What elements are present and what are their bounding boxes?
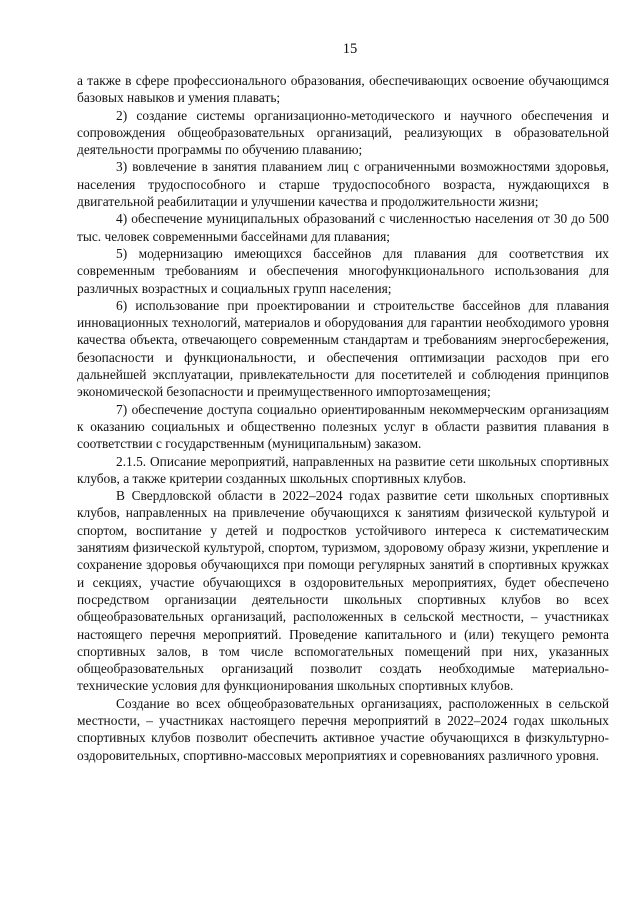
paragraph: 3) вовлечение в занятия плаванием лиц с ограниченными возможностями здоровья, населения трудоспособного и старше трудоспособного возраста, нуждающихся в двигательной реабилитации и улучшении качества и продолжительности жизни; — [77, 159, 609, 210]
paragraph: а также в сфере профессионального образования, обеспечивающих освоение обучающимся базовых навыков и умения плавать; — [77, 73, 609, 106]
paragraph: 2.1.5. Описание мероприятий, направленных на развитие сети школьных спортивных клубов, а также критерии созданных школьных спортивных клубов. — [77, 453, 609, 486]
document-body — [77, 72, 609, 764]
paragraph: Создание во всех общеобразовательных организациях, расположенных в сельской местности, – участниках настоящего перечня мероприятий в 2022–2024 годах школьных спортивных клубов позволит обеспечить активное участие обучающихся в физкультурно-оздоровительных, спортивно-массовых мероприятиях и соревнованиях различного уровня. — [77, 695, 609, 763]
paragraph: 2) создание системы организационно-методического и научного обеспечения и сопровождения общеобразовательных организаций, реализующих в образовательной деятельности программы по обучению плаванию; — [77, 107, 609, 158]
paragraph: 4) обеспечение муниципальных образований с численностью населения от 30 до 500 тыс. человек современными бассейнами для плавания; — [77, 211, 609, 244]
paragraph: 6) использование при проектировании и строительстве бассейнов для плавания инновационных технологий, материалов и оборудования для гарантии необходимого уровня качества объекта, отвечающего современным стандартам и требованиям энергосбережения, безопасности и функциональности, и обеспечения оптимизации расходов при его дальнейшей эксплуатации, привлекательности для посетителей и соблюдения принципов экономической безопасности и преимущественного импортозамещения; — [77, 297, 609, 400]
page-number: 15 — [342, 41, 358, 57]
paragraph: 5) модернизацию имеющихся бассейнов для плавания для соответствия их современным требованиям и обеспечения многофункционального использования для различных возрастных и социальных групп населения; — [77, 245, 609, 296]
paragraph: 7) обеспечение доступа социально ориентированным некоммерческим организациям к оказанию социальных и общественно полезных услуг в области развития плавания в соответствии с государственным (муниципальным) заказом. — [77, 401, 609, 452]
paragraph: В Свердловской области в 2022–2024 годах развитие сети школьных спортивных клубов, направленных на привлечение обучающихся к занятиям физической культурой и спортом, воспитание у детей и подростков устойчивого интереса к систематическим занятиям физической культурой, спортом, туризмом, здоровому образу жизни, укрепление и сохранение здоровья обучающихся при помощи регулярных занятий в спортивных кружках и секциях, участие обучающихся в оздоровительных мероприятиях, будет обеспечено посредством организации деятельности школьных спортивных клубов во всех общеобразовательных организаций, расположенных в сельской местности, – участниках настоящего перечня мероприятий. Проведение капитального и (или) текущего ремонта спортивных залов, в том числе вспомогательных помещений при них, указанных общеобразовательных организаций позволит создать необходимые материально-технические условия для функционирования школьных спортивных клубов. — [77, 488, 609, 694]
